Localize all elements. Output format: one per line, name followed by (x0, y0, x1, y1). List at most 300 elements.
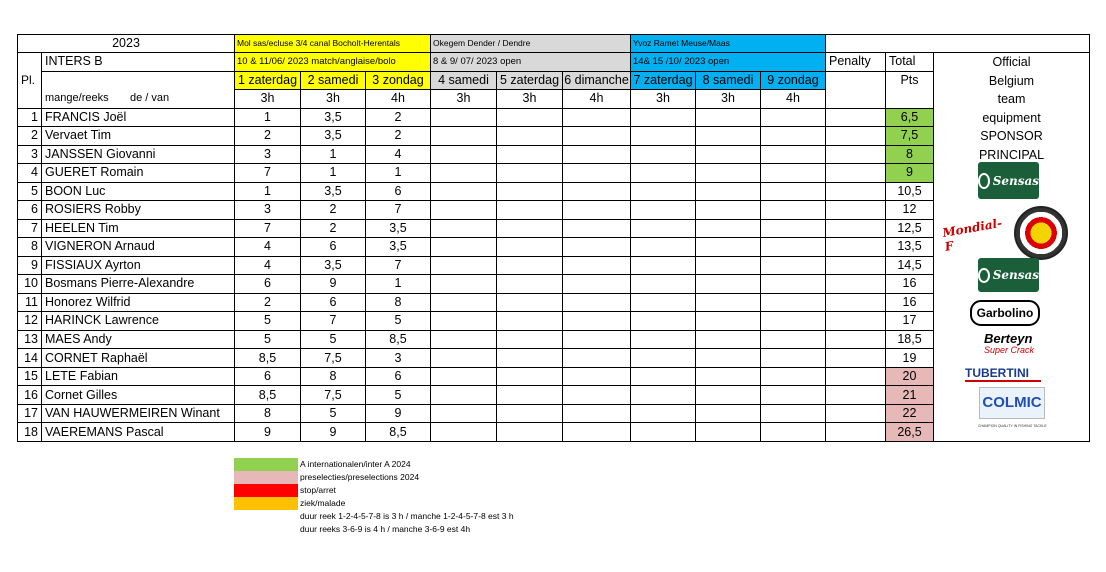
sponsor-line: Belgium (988, 73, 1035, 88)
player-name: HARINCK Lawrence (42, 312, 235, 331)
penalty-cell (826, 386, 886, 405)
table-row (18, 312, 1090, 331)
sponsor-text (934, 53, 1089, 165)
legend-text: ziek/malade (300, 498, 346, 508)
player-name: CORNET Raphaël (42, 349, 235, 368)
score-cell-empty (563, 219, 631, 238)
score-cell: 3,5 (366, 238, 431, 257)
score-cell-empty (497, 293, 563, 312)
score-cell-empty (563, 238, 631, 257)
table-row (18, 349, 1090, 368)
table-row (18, 367, 1090, 386)
table-row (18, 145, 1090, 164)
score-cell: 7 (235, 219, 301, 238)
score-cell-empty (761, 219, 826, 238)
player-name: LETE Fabian (42, 367, 235, 386)
player-name: HEELEN Tim (42, 219, 235, 238)
player-name: VAN HAUWERMEIREN Winant (42, 404, 235, 423)
score-cell-empty (431, 256, 497, 275)
score-cell: 5 (301, 404, 366, 423)
score-cell-empty (497, 164, 563, 183)
date-2: 8 & 9/ 07/ 2023 open (431, 53, 631, 72)
score-cell: 1 (301, 145, 366, 164)
score-cell: 2 (235, 293, 301, 312)
total-cell: 26,5 (886, 423, 934, 442)
score-cell-empty (631, 201, 696, 220)
score-cell: 7,5 (301, 386, 366, 405)
score-cell-empty (696, 367, 761, 386)
score-cell-empty (631, 404, 696, 423)
score-cell-empty (497, 145, 563, 164)
name-column-header: mange/reeks de / van (42, 90, 235, 109)
score-cell-empty (563, 312, 631, 331)
score-cell-empty (696, 256, 761, 275)
sponsor-line: team (997, 92, 1026, 107)
colmic-logo: COLMIC (979, 387, 1045, 419)
total-cell: 6,5 (886, 108, 934, 127)
score-cell: 6 (366, 182, 431, 201)
place-cell: 2 (18, 127, 42, 146)
score-cell: 9 (301, 423, 366, 442)
score-cell-empty (563, 349, 631, 368)
player-name: JANSSEN Giovanni (42, 145, 235, 164)
score-cell: 8,5 (366, 330, 431, 349)
place-cell: 9 (18, 256, 42, 275)
score-cell-empty (563, 330, 631, 349)
score-cell-empty (563, 256, 631, 275)
score-cell: 7 (235, 164, 301, 183)
place-cell: 10 (18, 275, 42, 294)
score-cell-empty (696, 201, 761, 220)
score-cell-empty (563, 182, 631, 201)
score-cell-empty (631, 386, 696, 405)
legend-text: preselecties/preselections 2024 (300, 472, 420, 482)
location-2: Okegem Dender / Dendre (431, 35, 631, 53)
score-cell: 1 (235, 182, 301, 201)
score-cell-empty (563, 108, 631, 127)
duration-6: 4h (563, 90, 631, 109)
total-cell: 14,5 (886, 256, 934, 275)
table-row (18, 201, 1090, 220)
duration-1: 3h (235, 90, 301, 109)
round-9: 9 zondag (761, 71, 826, 90)
score-cell-empty (431, 404, 497, 423)
place-cell: 5 (18, 182, 42, 201)
round-3: 3 zondag (366, 71, 431, 90)
score-cell: 7 (301, 312, 366, 331)
penalty-cell (826, 275, 886, 294)
score-cell-empty (431, 238, 497, 257)
score-cell-empty (696, 423, 761, 442)
place-cell: 4 (18, 164, 42, 183)
score-cell-empty (431, 312, 497, 331)
score-cell-empty (497, 423, 563, 442)
year-cell: 2023 (18, 35, 235, 53)
table-row (18, 386, 1090, 405)
score-cell: 8 (235, 404, 301, 423)
player-name: Bosmans Pierre-Alexandre (42, 275, 235, 294)
berteyn-logo: Berteyn Super Crack (984, 331, 1035, 355)
score-cell-empty (631, 312, 696, 331)
score-cell: 2 (301, 219, 366, 238)
series-name: INTERS B (42, 53, 235, 72)
score-cell: 5 (301, 330, 366, 349)
player-name: FRANCIS Joël (42, 108, 235, 127)
score-cell-empty (431, 349, 497, 368)
score-cell-empty (431, 164, 497, 183)
penalty-cell (826, 201, 886, 220)
score-cell: 2 (235, 127, 301, 146)
ranking-table (17, 34, 1090, 442)
player-name: BOON Luc (42, 182, 235, 201)
sensas-logo: Sensas (978, 162, 1039, 199)
place-cell: 3 (18, 145, 42, 164)
score-cell-empty (761, 145, 826, 164)
score-cell: 8,5 (235, 349, 301, 368)
score-cell-empty (431, 275, 497, 294)
score-cell: 9 (235, 423, 301, 442)
score-cell: 3,5 (301, 108, 366, 127)
penalty-cell (826, 312, 886, 331)
score-cell: 7,5 (301, 349, 366, 368)
place-cell: 6 (18, 201, 42, 220)
date-1: 10 & 11/06/ 2023 match/anglaise/bolo (235, 53, 431, 72)
penalty-cell (826, 145, 886, 164)
place-cell: 13 (18, 330, 42, 349)
score-cell-empty (497, 182, 563, 201)
score-cell-empty (631, 367, 696, 386)
score-cell-empty (431, 293, 497, 312)
sponsor-line: equipment (982, 110, 1041, 125)
score-cell-empty (631, 164, 696, 183)
score-cell: 8,5 (366, 423, 431, 442)
total-cell: 22 (886, 404, 934, 423)
player-name: Honorez Wilfrid (42, 293, 235, 312)
federation-seal-logo (1014, 206, 1068, 260)
legend-text: duur reek 1-2-4-5-7-8 is 3 h / manche 1-2-4-5-7-8 est 3 h (300, 511, 514, 521)
total-cell: 16 (886, 293, 934, 312)
penalty-cell (826, 367, 886, 386)
score-cell-empty (761, 238, 826, 257)
player-name: VAEREMANS Pascal (42, 423, 235, 442)
score-cell-empty (631, 145, 696, 164)
location-3: Yvoz Ramet Meuse/Maas (631, 35, 826, 53)
duration-3: 4h (366, 90, 431, 109)
score-cell-empty (563, 367, 631, 386)
table-row (18, 182, 1090, 201)
round-8: 8 samedi (696, 71, 761, 90)
score-cell-empty (696, 145, 761, 164)
garbolino-logo: Garbolino (970, 300, 1040, 326)
table-row (18, 256, 1090, 275)
penalty-cell (826, 127, 886, 146)
player-name: GUERET Romain (42, 164, 235, 183)
score-cell: 6 (235, 367, 301, 386)
penalty-cell (826, 349, 886, 368)
score-cell-empty (761, 386, 826, 405)
score-cell-empty (431, 145, 497, 164)
score-cell-empty (696, 404, 761, 423)
score-cell-empty (761, 164, 826, 183)
score-cell-empty (761, 349, 826, 368)
score-cell: 2 (366, 108, 431, 127)
score-cell: 5 (235, 330, 301, 349)
place-cell: 17 (18, 404, 42, 423)
total-cell: 21 (886, 386, 934, 405)
score-cell-empty (631, 423, 696, 442)
score-cell: 3 (235, 201, 301, 220)
total-cell: 12,5 (886, 219, 934, 238)
score-cell-empty (631, 275, 696, 294)
score-cell: 7 (366, 256, 431, 275)
table-row (18, 164, 1090, 183)
score-cell: 2 (366, 127, 431, 146)
round-7: 7 zaterdag (631, 71, 696, 90)
score-cell-empty (497, 404, 563, 423)
location-1: Mol sas/ecluse 3/4 canal Bocholt-Herentals (235, 35, 431, 53)
score-cell-empty (631, 108, 696, 127)
score-cell-empty (497, 275, 563, 294)
total-cell: 20 (886, 367, 934, 386)
score-cell: 3,5 (301, 182, 366, 201)
score-cell-empty (761, 423, 826, 442)
score-cell-empty (431, 386, 497, 405)
score-cell: 3,5 (301, 127, 366, 146)
score-cell-empty (761, 127, 826, 146)
legend-swatch (234, 484, 298, 497)
legend-text: A internationalen/inter A 2024 (300, 459, 411, 469)
penalty-cell (826, 219, 886, 238)
player-name: Vervaet Tim (42, 127, 235, 146)
score-cell-empty (761, 367, 826, 386)
score-cell: 3,5 (301, 256, 366, 275)
score-cell-empty (696, 127, 761, 146)
total-cell: 17 (886, 312, 934, 331)
score-cell-empty (631, 256, 696, 275)
score-cell: 6 (301, 293, 366, 312)
score-cell: 3 (235, 145, 301, 164)
duration-7: 3h (631, 90, 696, 109)
score-cell: 3 (366, 349, 431, 368)
score-cell-empty (761, 275, 826, 294)
player-name: Cornet Gilles (42, 386, 235, 405)
round-6: 6 dimanche (563, 71, 631, 90)
score-cell-empty (761, 330, 826, 349)
score-cell: 6 (301, 238, 366, 257)
score-cell-empty (497, 349, 563, 368)
score-cell-empty (497, 386, 563, 405)
penalty-cell (826, 330, 886, 349)
score-cell: 1 (366, 164, 431, 183)
score-cell-empty (497, 108, 563, 127)
place-cell: 18 (18, 423, 42, 442)
penalty-cell (826, 293, 886, 312)
duration-9: 4h (761, 90, 826, 109)
score-cell: 6 (235, 275, 301, 294)
score-cell: 6 (366, 367, 431, 386)
round-4: 4 samedi (431, 71, 497, 90)
sensas-logo-2: Sensas (978, 258, 1039, 292)
duration-4: 3h (431, 90, 497, 109)
total-cell: 16 (886, 275, 934, 294)
score-cell: 2 (301, 201, 366, 220)
place-cell: 1 (18, 108, 42, 127)
score-cell-empty (563, 164, 631, 183)
table-row (18, 330, 1090, 349)
score-cell-empty (497, 201, 563, 220)
score-cell-empty (761, 182, 826, 201)
score-cell-empty (497, 256, 563, 275)
score-cell: 8,5 (235, 386, 301, 405)
total-cell: 8 (886, 145, 934, 164)
score-cell-empty (497, 330, 563, 349)
score-cell-empty (761, 293, 826, 312)
score-cell-empty (761, 256, 826, 275)
round-2: 2 samedi (301, 71, 366, 90)
place-cell: 12 (18, 312, 42, 331)
total-cell: 12 (886, 201, 934, 220)
place-cell: 14 (18, 349, 42, 368)
score-cell: 7 (366, 201, 431, 220)
penalty-cell (826, 182, 886, 201)
score-cell-empty (497, 312, 563, 331)
score-cell-empty (563, 404, 631, 423)
table-row (18, 127, 1090, 146)
score-cell-empty (631, 238, 696, 257)
legend-swatch (234, 497, 298, 510)
penalty-cell (826, 423, 886, 442)
legend-text: duur reeks 3-6-9 is 4 h / manche 3-6-9 est 4h (300, 524, 471, 534)
score-cell-empty (431, 423, 497, 442)
score-cell-empty (696, 386, 761, 405)
table-row (18, 404, 1090, 423)
score-cell-empty (497, 127, 563, 146)
total-cell: 9 (886, 164, 934, 183)
score-cell-empty (761, 201, 826, 220)
score-cell-empty (563, 201, 631, 220)
score-cell: 4 (235, 238, 301, 257)
legend-text: stop/arret (300, 485, 336, 495)
penalty-cell (826, 256, 886, 275)
tubertini-logo: TUBERTINI (965, 366, 1041, 382)
score-cell-empty (696, 330, 761, 349)
score-cell-empty (431, 127, 497, 146)
score-cell-empty (696, 275, 761, 294)
score-cell-empty (563, 293, 631, 312)
score-cell: 5 (235, 312, 301, 331)
duration-8: 3h (696, 90, 761, 109)
score-cell: 3,5 (366, 219, 431, 238)
score-cell: 1 (235, 108, 301, 127)
place-cell: 15 (18, 367, 42, 386)
score-cell-empty (497, 219, 563, 238)
score-cell-empty (431, 367, 497, 386)
sponsor-line: SPONSOR (980, 129, 1043, 144)
score-cell-empty (696, 164, 761, 183)
score-cell-empty (761, 404, 826, 423)
table-row (18, 293, 1090, 312)
score-cell-empty (631, 293, 696, 312)
score-cell-empty (563, 423, 631, 442)
score-cell-empty (761, 312, 826, 331)
legend-swatch (234, 458, 298, 471)
total-cell: 10,5 (886, 182, 934, 201)
score-cell: 4 (235, 256, 301, 275)
score-cell-empty (631, 349, 696, 368)
penalty-cell (826, 238, 886, 257)
score-cell-empty (696, 219, 761, 238)
pts-header: Pts (886, 71, 934, 90)
colmic-tagline: CHAMPION QUALITY IN FISHING TACKLE (978, 424, 1047, 428)
score-cell-empty (631, 330, 696, 349)
score-cell-empty (563, 127, 631, 146)
penalty-cell (826, 164, 886, 183)
score-cell-empty (631, 182, 696, 201)
table-row (18, 219, 1090, 238)
score-cell-empty (431, 330, 497, 349)
score-cell: 9 (301, 275, 366, 294)
duration-5: 3h (497, 90, 563, 109)
score-cell-empty (631, 127, 696, 146)
score-cell-empty (696, 182, 761, 201)
score-cell: 1 (366, 275, 431, 294)
score-cell: 8 (301, 367, 366, 386)
score-cell-empty (497, 238, 563, 257)
table-row (18, 275, 1090, 294)
place-cell: 7 (18, 219, 42, 238)
player-name: FISSIAUX Ayrton (42, 256, 235, 275)
score-cell-empty (696, 312, 761, 331)
score-cell-empty (696, 108, 761, 127)
place-cell: 16 (18, 386, 42, 405)
table-row (18, 238, 1090, 257)
total-cell: 13,5 (886, 238, 934, 257)
total-header: Total (886, 53, 934, 72)
sponsor-line: Official (992, 55, 1031, 69)
place-cell: 11 (18, 293, 42, 312)
penalty-header: Penalty (826, 53, 886, 72)
score-cell-empty (563, 145, 631, 164)
sponsor-line: PRINCIPAL (978, 147, 1045, 162)
score-cell-empty (696, 238, 761, 257)
score-cell-empty (696, 293, 761, 312)
total-cell: 18,5 (886, 330, 934, 349)
player-name: ROSIERS Robby (42, 201, 235, 220)
round-1: 1 zaterdag (235, 71, 301, 90)
score-cell-empty (696, 349, 761, 368)
date-3: 14& 15 /10/ 2023 open (631, 53, 826, 72)
score-cell-empty (497, 367, 563, 386)
score-cell: 4 (366, 145, 431, 164)
mondial-f-logo: Mondial-F (941, 215, 1004, 254)
score-cell-empty (431, 108, 497, 127)
table-row (18, 108, 1090, 127)
score-cell: 5 (366, 386, 431, 405)
penalty-cell (826, 404, 886, 423)
round-5: 5 zaterdag (497, 71, 563, 90)
player-name: MAES Andy (42, 330, 235, 349)
legend-swatch (234, 471, 298, 484)
score-cell: 5 (366, 312, 431, 331)
player-name: VIGNERON Arnaud (42, 238, 235, 257)
total-cell: 19 (886, 349, 934, 368)
score-cell: 8 (366, 293, 431, 312)
score-cell-empty (431, 219, 497, 238)
score-cell-empty (631, 219, 696, 238)
score-cell: 1 (301, 164, 366, 183)
table-row (18, 423, 1090, 442)
place-cell: 8 (18, 238, 42, 257)
